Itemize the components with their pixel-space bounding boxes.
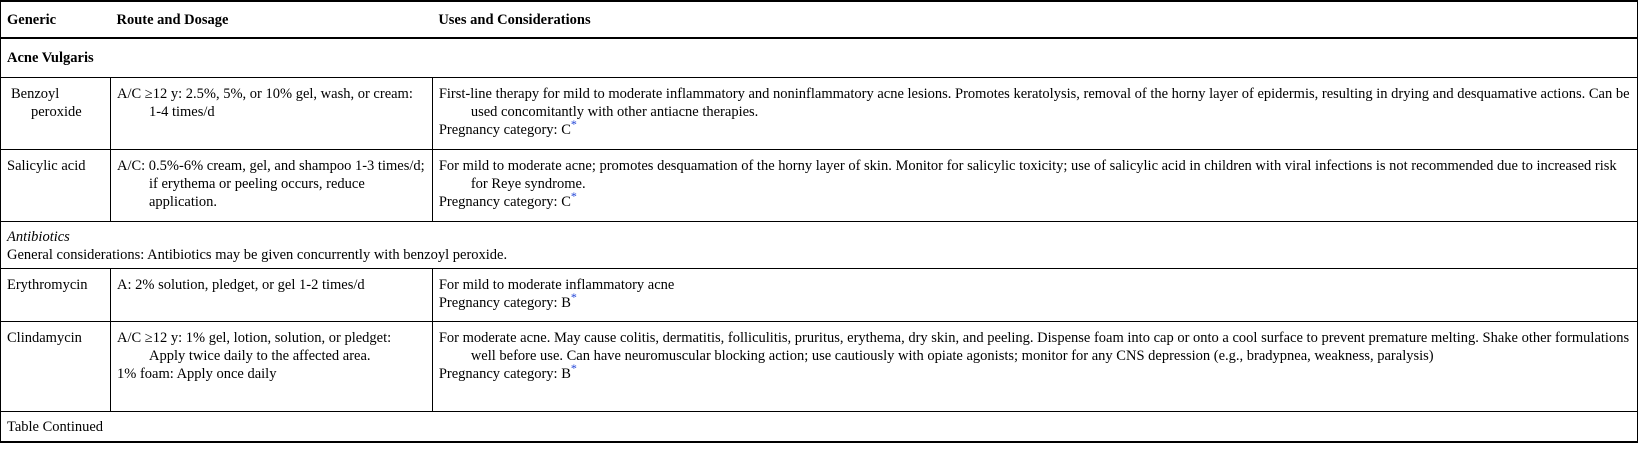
- uses-text: For mild to moderate acne; promotes desquamation of the horny layer of skin. Monitor for salicylic toxicity; use of salicylic acid in children with viral infections is not recommended due to increased risk for Reye syndrome.: [438, 158, 1617, 192]
- asterisk-icon: *: [570, 189, 577, 204]
- generic-name: Salicylic acid: [7, 158, 86, 174]
- route-dosage: A/C ≥12 y: 1% gel, lotion, solution, or pledget: Apply twice daily to the affected area.: [116, 330, 392, 364]
- uses-text: First-line therapy for mild to moderate inflammatory and noninflammatory acne lesions. Promotes keratolysis, removal of the horny layer of epidermis, resulting in drying and desquamative actions. Can be used concomitantly with other antiacne therapies.: [438, 86, 1630, 120]
- header-generic: Generic: [1, 1, 111, 38]
- asterisk-icon: *: [570, 361, 577, 376]
- table-header-row: [1, 1, 1638, 38]
- uses-text: For mild to moderate inflammatory acne: [438, 277, 675, 293]
- table-continued-note: Table Continued: [1, 412, 1638, 443]
- route-dosage: A/C: 0.5%-6% cream, gel, and shampoo 1-3 times/d; if erythema or peeling occurs, reduce application.: [116, 158, 425, 210]
- pregnancy-category: Pregnancy category: B*: [438, 290, 577, 311]
- route-dosage: A: 2% solution, pledget, or gel 1-2 times/d: [116, 277, 365, 293]
- pregnancy-category: Pregnancy category: C*: [438, 189, 577, 210]
- asterisk-icon: *: [570, 117, 577, 132]
- route-dosage-extra: 1% foam: Apply once daily: [116, 366, 277, 382]
- table-row: [1, 78, 1638, 150]
- section-title: Acne Vulgaris: [1, 38, 1638, 78]
- generic-name: Erythromycin: [7, 277, 88, 293]
- section-row: [1, 38, 1638, 78]
- table-row: [1, 269, 1638, 322]
- header-route-dosage: Route and Dosage: [110, 1, 432, 38]
- group-note: General considerations: Antibiotics may be given concurrently with benzoyl peroxide.: [7, 247, 508, 263]
- antibiotics-group-row: [1, 222, 1638, 269]
- generic-name: Benzoyl peroxide: [11, 86, 82, 120]
- asterisk-icon: *: [570, 290, 577, 305]
- table-footer-row: [1, 412, 1638, 443]
- group-title: Antibiotics: [7, 229, 70, 245]
- uses-text: For moderate acne. May cause colitis, dermatitis, folliculitis, pruritus, erythema, dry skin, and peeling. Dispense foam into cap or onto a cool surface to prevent premature melting. Shake other formulations well before use. Can have neuromuscular blocking action; use cautiously with opiate agonists; monitor for any CNS depression (e.g., bradypnea, weakness, paralysis): [438, 330, 1630, 364]
- table-row: [1, 150, 1638, 222]
- table-row: [1, 322, 1638, 412]
- pregnancy-category: Pregnancy category: B*: [438, 361, 577, 382]
- header-uses-considerations: Uses and Considerations: [432, 1, 1637, 38]
- pregnancy-category: Pregnancy category: C*: [438, 117, 577, 138]
- route-dosage: A/C ≥12 y: 2.5%, 5%, or 10% gel, wash, or cream: 1-4 times/d: [116, 86, 413, 120]
- generic-name: Clindamycin: [7, 330, 82, 346]
